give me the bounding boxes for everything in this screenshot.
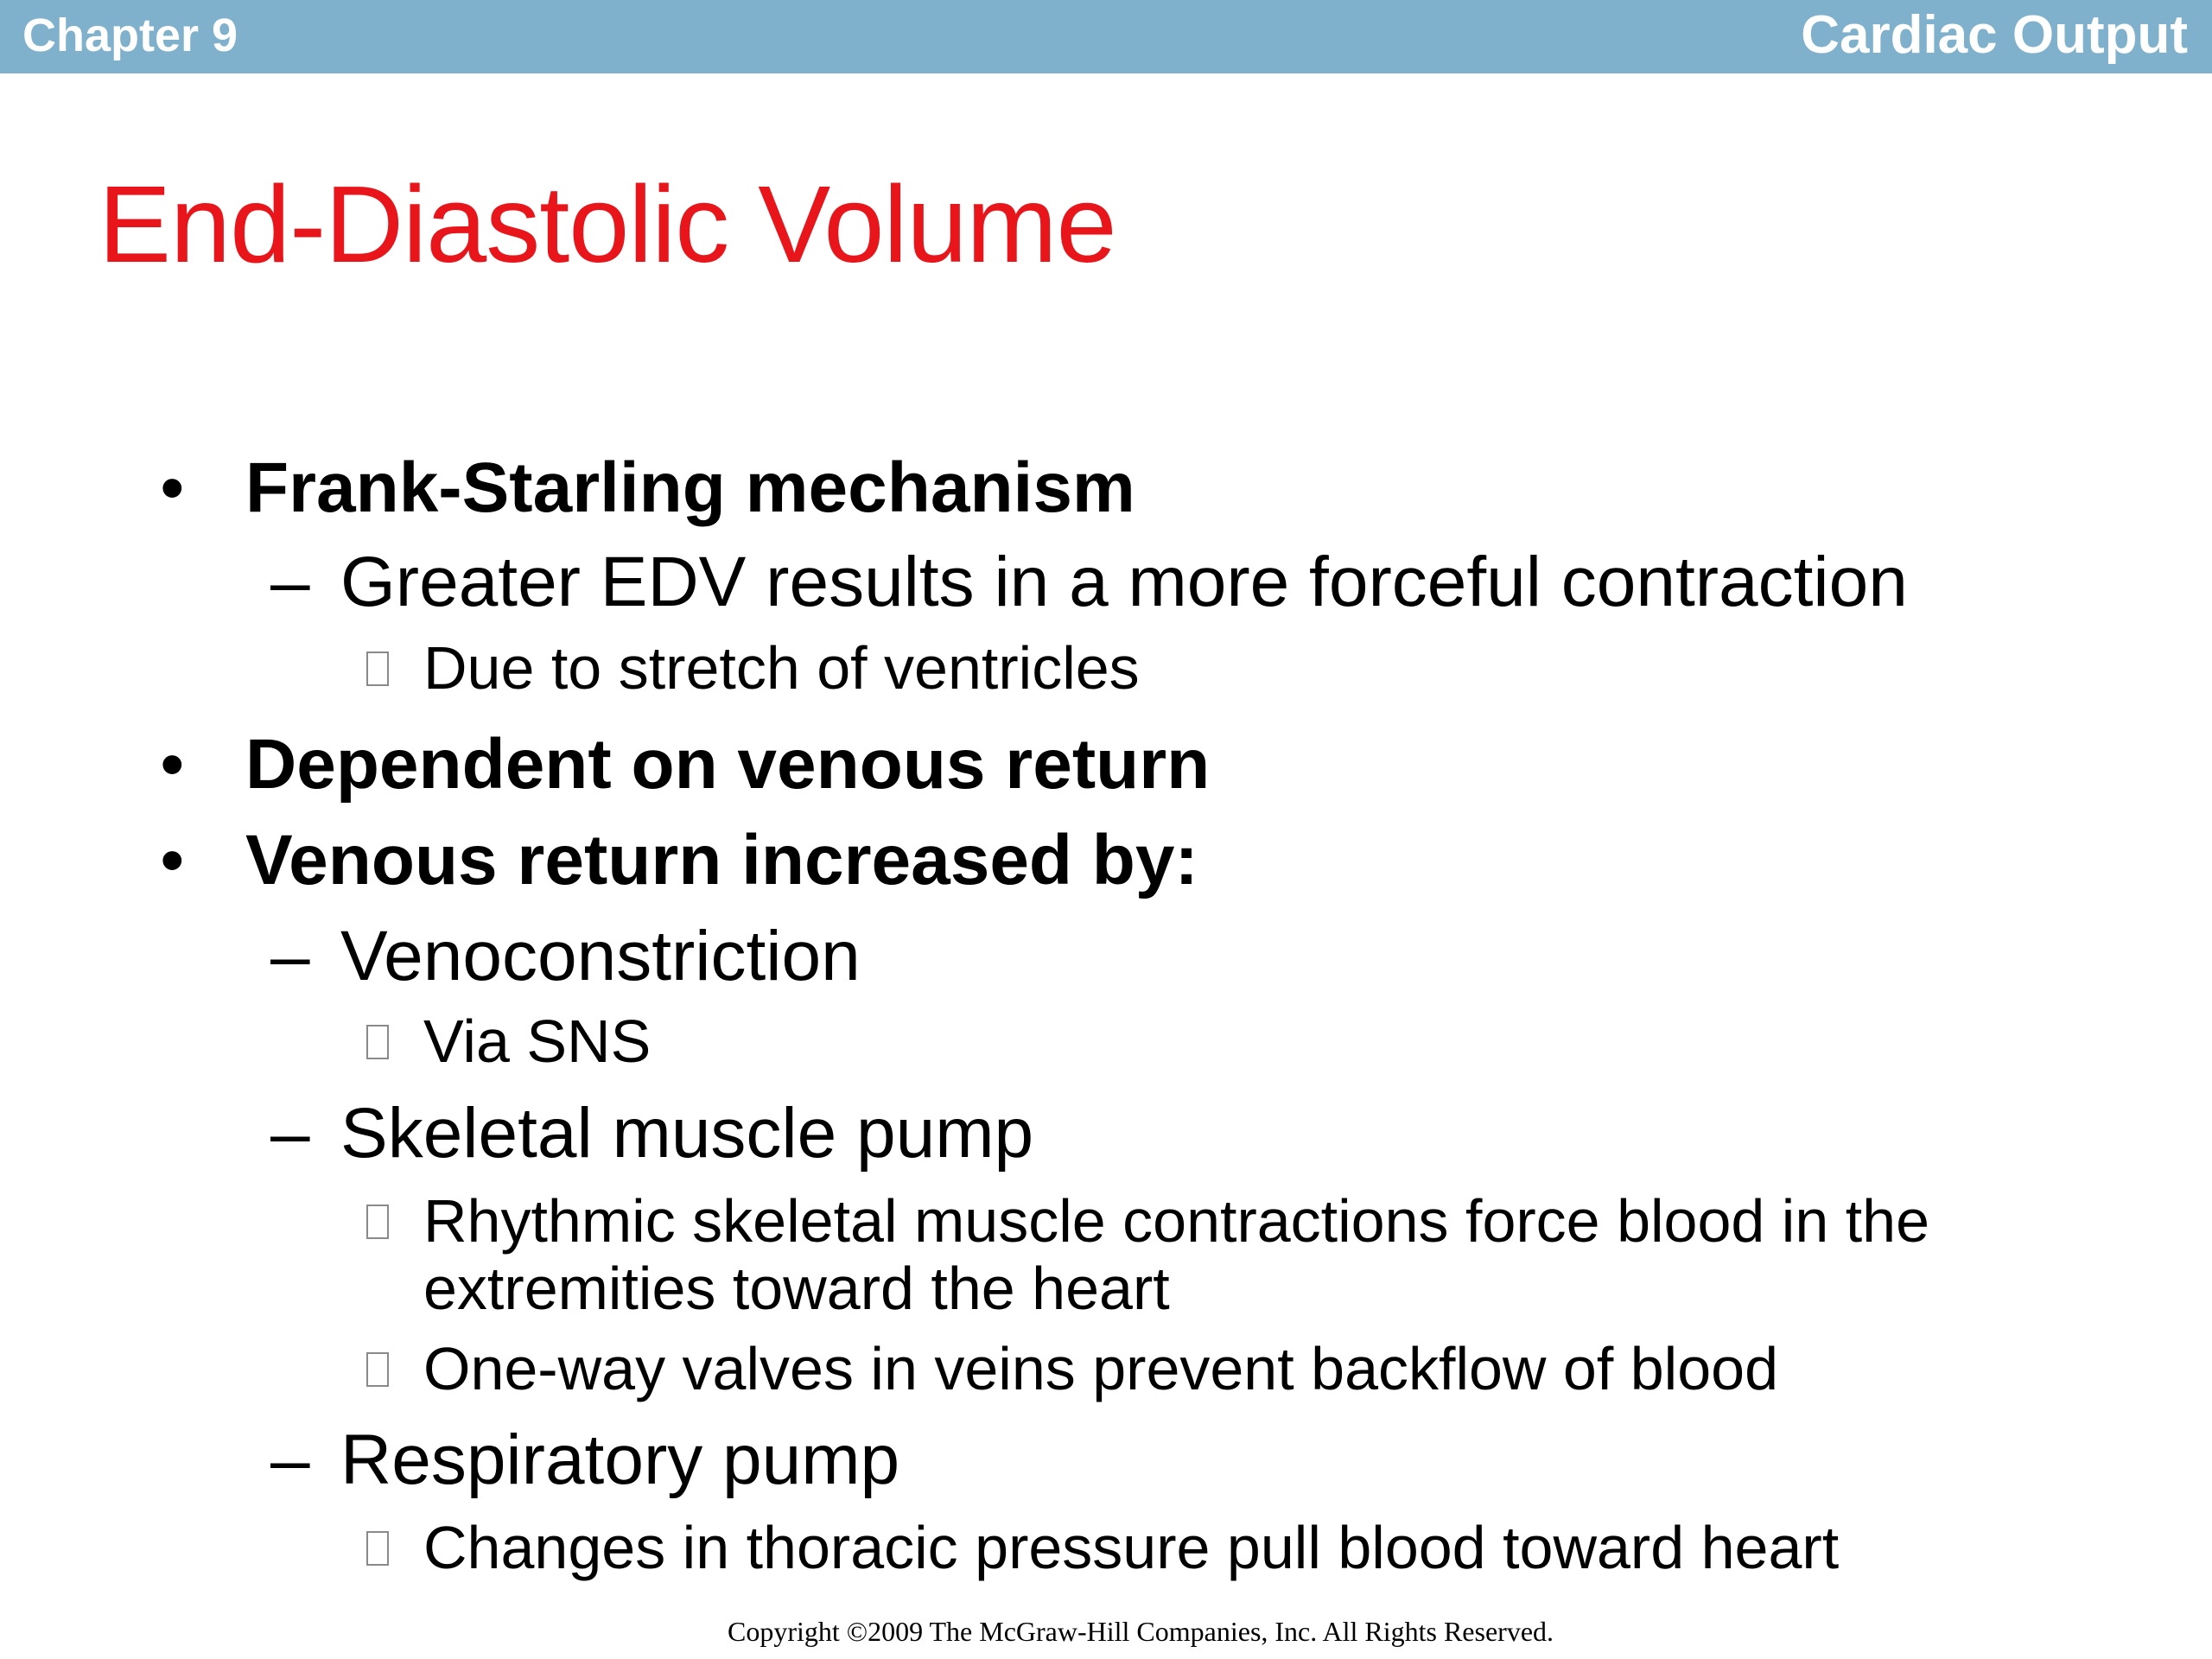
empty-box-icon: [366, 1352, 389, 1387]
bullet-text: Venous return increased by:: [245, 821, 1198, 899]
sub-sub-bullet-text: Rhythmic skeletal muscle contractions force blood in the: [423, 1187, 1930, 1255]
bullet-dot-icon: •: [161, 823, 184, 897]
empty-box-icon: [366, 1025, 389, 1059]
sub-sub-bullet-text: One-way valves in veins prevent backflow of blood: [423, 1335, 1779, 1402]
sub-bullet-text: Greater EDV results in a more forceful contraction: [340, 543, 1908, 621]
sub-bullet-text: Skeletal muscle pump: [340, 1094, 1034, 1173]
slide-title: End-Diastolic Volume: [99, 163, 1116, 285]
sub-bullet-text: Respiratory pump: [340, 1421, 900, 1499]
bullet-text: Dependent on venous return: [245, 725, 1211, 804]
dash-icon: –: [270, 917, 310, 995]
sub-sub-bullet-text: Via SNS: [423, 1007, 652, 1075]
empty-box-icon: [366, 652, 389, 686]
dash-icon: –: [270, 543, 310, 621]
chapter-label: Chapter 9: [22, 10, 238, 61]
header-bar: [0, 0, 2212, 73]
sub-sub-bullet-text: Due to stretch of ventricles: [423, 634, 1140, 702]
sub-sub-bullet-text: extremities toward the heart: [423, 1255, 1170, 1322]
dash-icon: –: [270, 1421, 310, 1499]
topic-label: Cardiac Output: [1801, 5, 2188, 65]
empty-box-icon: [366, 1531, 389, 1566]
bullet-dot-icon: •: [161, 451, 184, 524]
dash-icon: –: [270, 1094, 310, 1173]
copyright-footer: Copyright ©2009 The McGraw-Hill Companies, Inc. All Rights Reserved.: [727, 1616, 1554, 1647]
sub-bullet-text: Venoconstriction: [340, 917, 861, 995]
sub-sub-bullet-text: Changes in thoracic pressure pull blood toward heart: [423, 1514, 1840, 1581]
empty-box-icon: [366, 1205, 389, 1239]
bullet-text: Frank-Starling mechanism: [245, 448, 1135, 527]
bullet-dot-icon: •: [161, 728, 184, 801]
